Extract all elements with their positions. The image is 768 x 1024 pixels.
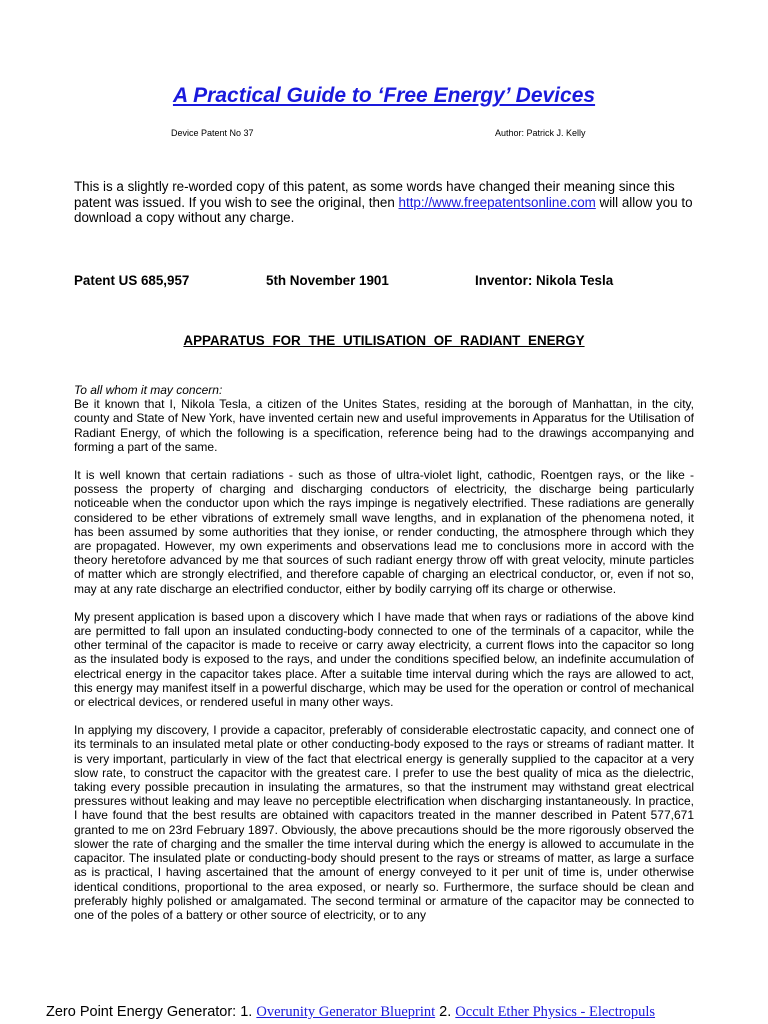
intro-text-after: will allow you to download a copy without any charge. xyxy=(74,194,693,225)
document-title: A Practical Guide to ‘Free Energy’ Devices xyxy=(172,84,596,107)
body-paragraph: In applying my discovery, I provide a capacitor, preferably of considerable electrostatic capacity, and connect one of its terminals to an insulated metal plate or other conducting-body exposed to the rays or streams of radiant matter. It is very important, particularly in view of the fact that electrical energy is generally supplied to the capacitor at a very slow rate, to construct the capacitor with the greatest care. I prefer to use the best quality of mica as the dielectric, taking every possible precaution in insulating the armatures, so that the instrument may withstand great electrical pressures without leaking and may leave no perceptible electrification when discharging instantaneously. In practice, I have found that the best results are obtained with capacitors treated in the manner described in Patent 577,671 granted to me on 23rd February 1897. Obviously, the above precautions should be the more rigorously observed the slower the rate of charging and the smaller the time interval during which the energy is allowed to accumulate in the capacitor. The insulated plate or conducting-body should present to the rays or streams of matter, as large a surface as is practical, I having ascertained that the amount of energy conveyed to it per unit of time is, under otherwise identical conditions, proportional to the area exposed, or nearly so. Furthermore, the surface should be clean and preferably highly polished or amalgamated. The second terminal or armature of the capacitor may be connected to one of the poles of a battery or other source of electricity, or to any xyxy=(74,723,694,922)
overunity-generator-link[interactable]: Overunity Generator Blueprint xyxy=(256,1004,436,1020)
patent-inventor: Inventor: Nikola Tesla xyxy=(475,273,614,288)
body-paragraph: It is well known that certain radiations - such as those of ultra-violet light, cathodic, Roentgen rays, or the like - possess the property of charging and discharging conductors of electricity, the discharge being particularly noticeable when the conductor upon which the rays impinge is negatively electrified. These radiations are generally considered to be ether vibrations of extremely small wave lengths, and in explanation of the phenomena noted, it has been assumed by some authorities that they ionise, or render conducting, the atmosphere through which they are propagated. However, my own experiments and observations lead me to conclusions more in accord with the theory heretofore advanced by me that sources of such radiant energy throw off with great velocity, minute particles of matter which are strongly electrified, and therefore capable of charging an electrical conductor, or, even if not so, may at any rate discharge an electrified conductor, either by bodily carrying off its charge or otherwise. xyxy=(74,468,694,596)
intro-paragraph xyxy=(74,179,694,226)
salutation: To all whom it may concern: xyxy=(74,383,223,397)
patent-date: 5th November 1901 xyxy=(266,273,389,288)
footer-line xyxy=(46,1004,655,1021)
freepatentsonline-link[interactable]: http://www.freepatentsonline.com xyxy=(398,194,596,210)
author-label: Author: Patrick J. Kelly xyxy=(495,128,586,138)
footer-lead-text: Zero Point Energy Generator: 1. xyxy=(46,1004,257,1020)
patent-number: Patent US 685,957 xyxy=(74,273,190,288)
body-paragraph: Be it known that I, Nikola Tesla, a citizen of the Unites States, residing at the borough of Manhattan, in the city, county and State of New York, have invented certain new and useful improvements in Apparatus for the Utilisation of Radiant Energy, of which the following is a specification, reference being had to the drawings accompanying and forming a part of the same. xyxy=(74,397,694,454)
patent-body xyxy=(74,383,694,936)
occult-ether-physics-link[interactable]: Occult Ether Physics - Electropuls xyxy=(455,1004,656,1020)
footer-separator: 2. xyxy=(435,1004,456,1020)
section-heading: APPARATUS FOR THE UTILISATION OF RADIANT ENERGY xyxy=(183,333,585,348)
body-paragraph: My present application is based upon a discovery which I have made that when rays or radiations of the above kind are permitted to fall upon an insulated conducting-body connected to one of the terminals of a capacitor, while the other terminal of the capacitor is made to receive or carry away electricity, a current flows into the capacitor so long as the insulated body is exposed to the rays, and under the conditions specified below, an indefinite accumulation of electrical energy in the capacitor takes place. After a suitable time interval during which the rays are allowed to act, this energy may manifest itself in a powerful discharge, which may be used for the operation or control of mechanical or electrical devices, or rendered useful in many other ways. xyxy=(74,609,694,710)
device-patent-number: Device Patent No 37 xyxy=(171,128,254,138)
footer-links-bar xyxy=(0,1000,768,1024)
intro-text-before: This is a slightly re-worded copy of this patent, as some words have changed their meaning since this patent was issued. If you wish to see the original, then xyxy=(74,179,675,210)
